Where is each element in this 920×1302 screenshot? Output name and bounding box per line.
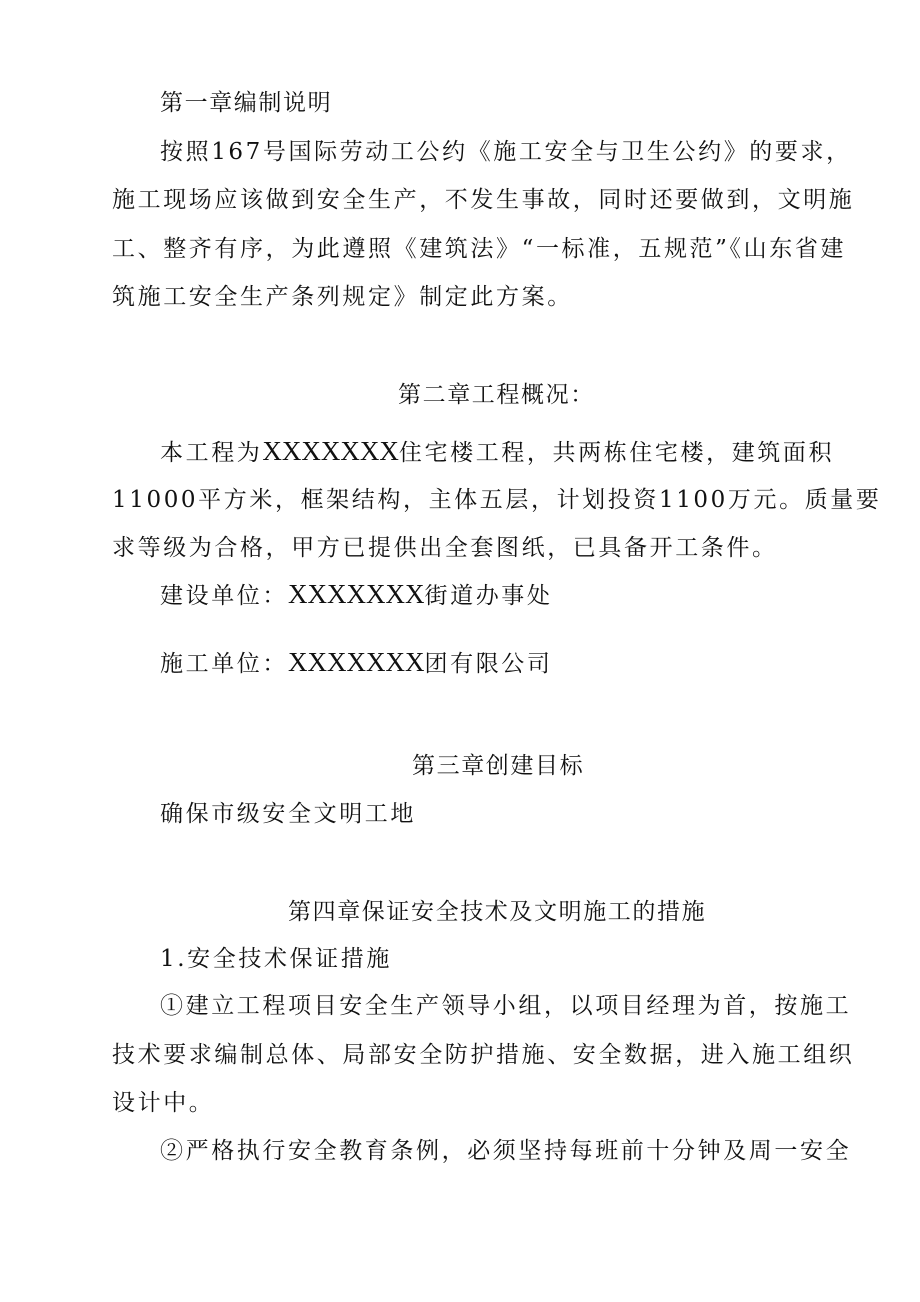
item-2-line-1: ②严格执行安全教育条例，必须坚持每班前十分钟及周一安全 — [160, 1138, 852, 1164]
ch2-text-a: 本工程为 — [160, 440, 263, 466]
contractor-label: 施工单位： — [160, 651, 288, 677]
contractor-name-rest: 团有限公司 — [424, 651, 553, 677]
ch2-text-c: 住宅楼工程，共两栋住宅楼，建筑面积 — [398, 440, 835, 466]
ch1-para-line-3: 工、整齐有序，为此遵照《建筑法》“一标准，五规范”《山东省建 — [112, 236, 847, 262]
contractor-name-placeholder: XXXXXXX — [288, 647, 425, 677]
chapter-1-title: 第一章编制说明 — [160, 90, 333, 116]
ch2-para-line-2: 11000平方米，框架结构，主体五层，计划投资1100万元。质量要 — [112, 487, 882, 513]
ch3-para: 确保市级安全文明工地 — [160, 801, 416, 827]
chapter-3-title: 第三章创建目标 — [412, 753, 585, 779]
builder-label: 建设单位： — [160, 583, 288, 609]
builder-name-rest: 街道办事处 — [424, 583, 553, 609]
ch1-para-line-1: 按照167号国际劳动工公约《施工安全与卫生公约》的要求， — [160, 139, 852, 165]
contractor-line — [160, 645, 553, 681]
ch4-subheading-1: 1.安全技术保证措施 — [160, 946, 392, 972]
ch2-para-line-1 — [160, 434, 834, 470]
chapter-4-title: 第四章保证安全技术及文明施工的措施 — [288, 899, 707, 925]
chapter-2-title: 第二章工程概况： — [398, 382, 595, 408]
ch1-para-line-2: 施工现场应该做到安全生产，不发生事故，同时还要做到，文明施 — [112, 187, 855, 213]
builder-name-placeholder: XXXXXXX — [288, 579, 425, 609]
item-1-line-1: ①建立工程项目安全生产领导小组，以项目经理为首，按施工 — [160, 993, 852, 1019]
project-name-placeholder: XXXXXXX — [262, 436, 399, 466]
item-1-line-3: 设计中。 — [112, 1090, 215, 1116]
builder-line — [160, 577, 553, 613]
item-1-line-2: 技术要求编制总体、局部安全防护措施、安全数据，进入施工组织 — [112, 1042, 855, 1068]
ch1-para-line-4: 筑施工安全生产条列规定》制定此方案。 — [112, 284, 573, 310]
ch2-para-line-3: 求等级为合格，甲方已提供出全套图纸，已具备开工条件。 — [112, 535, 778, 561]
